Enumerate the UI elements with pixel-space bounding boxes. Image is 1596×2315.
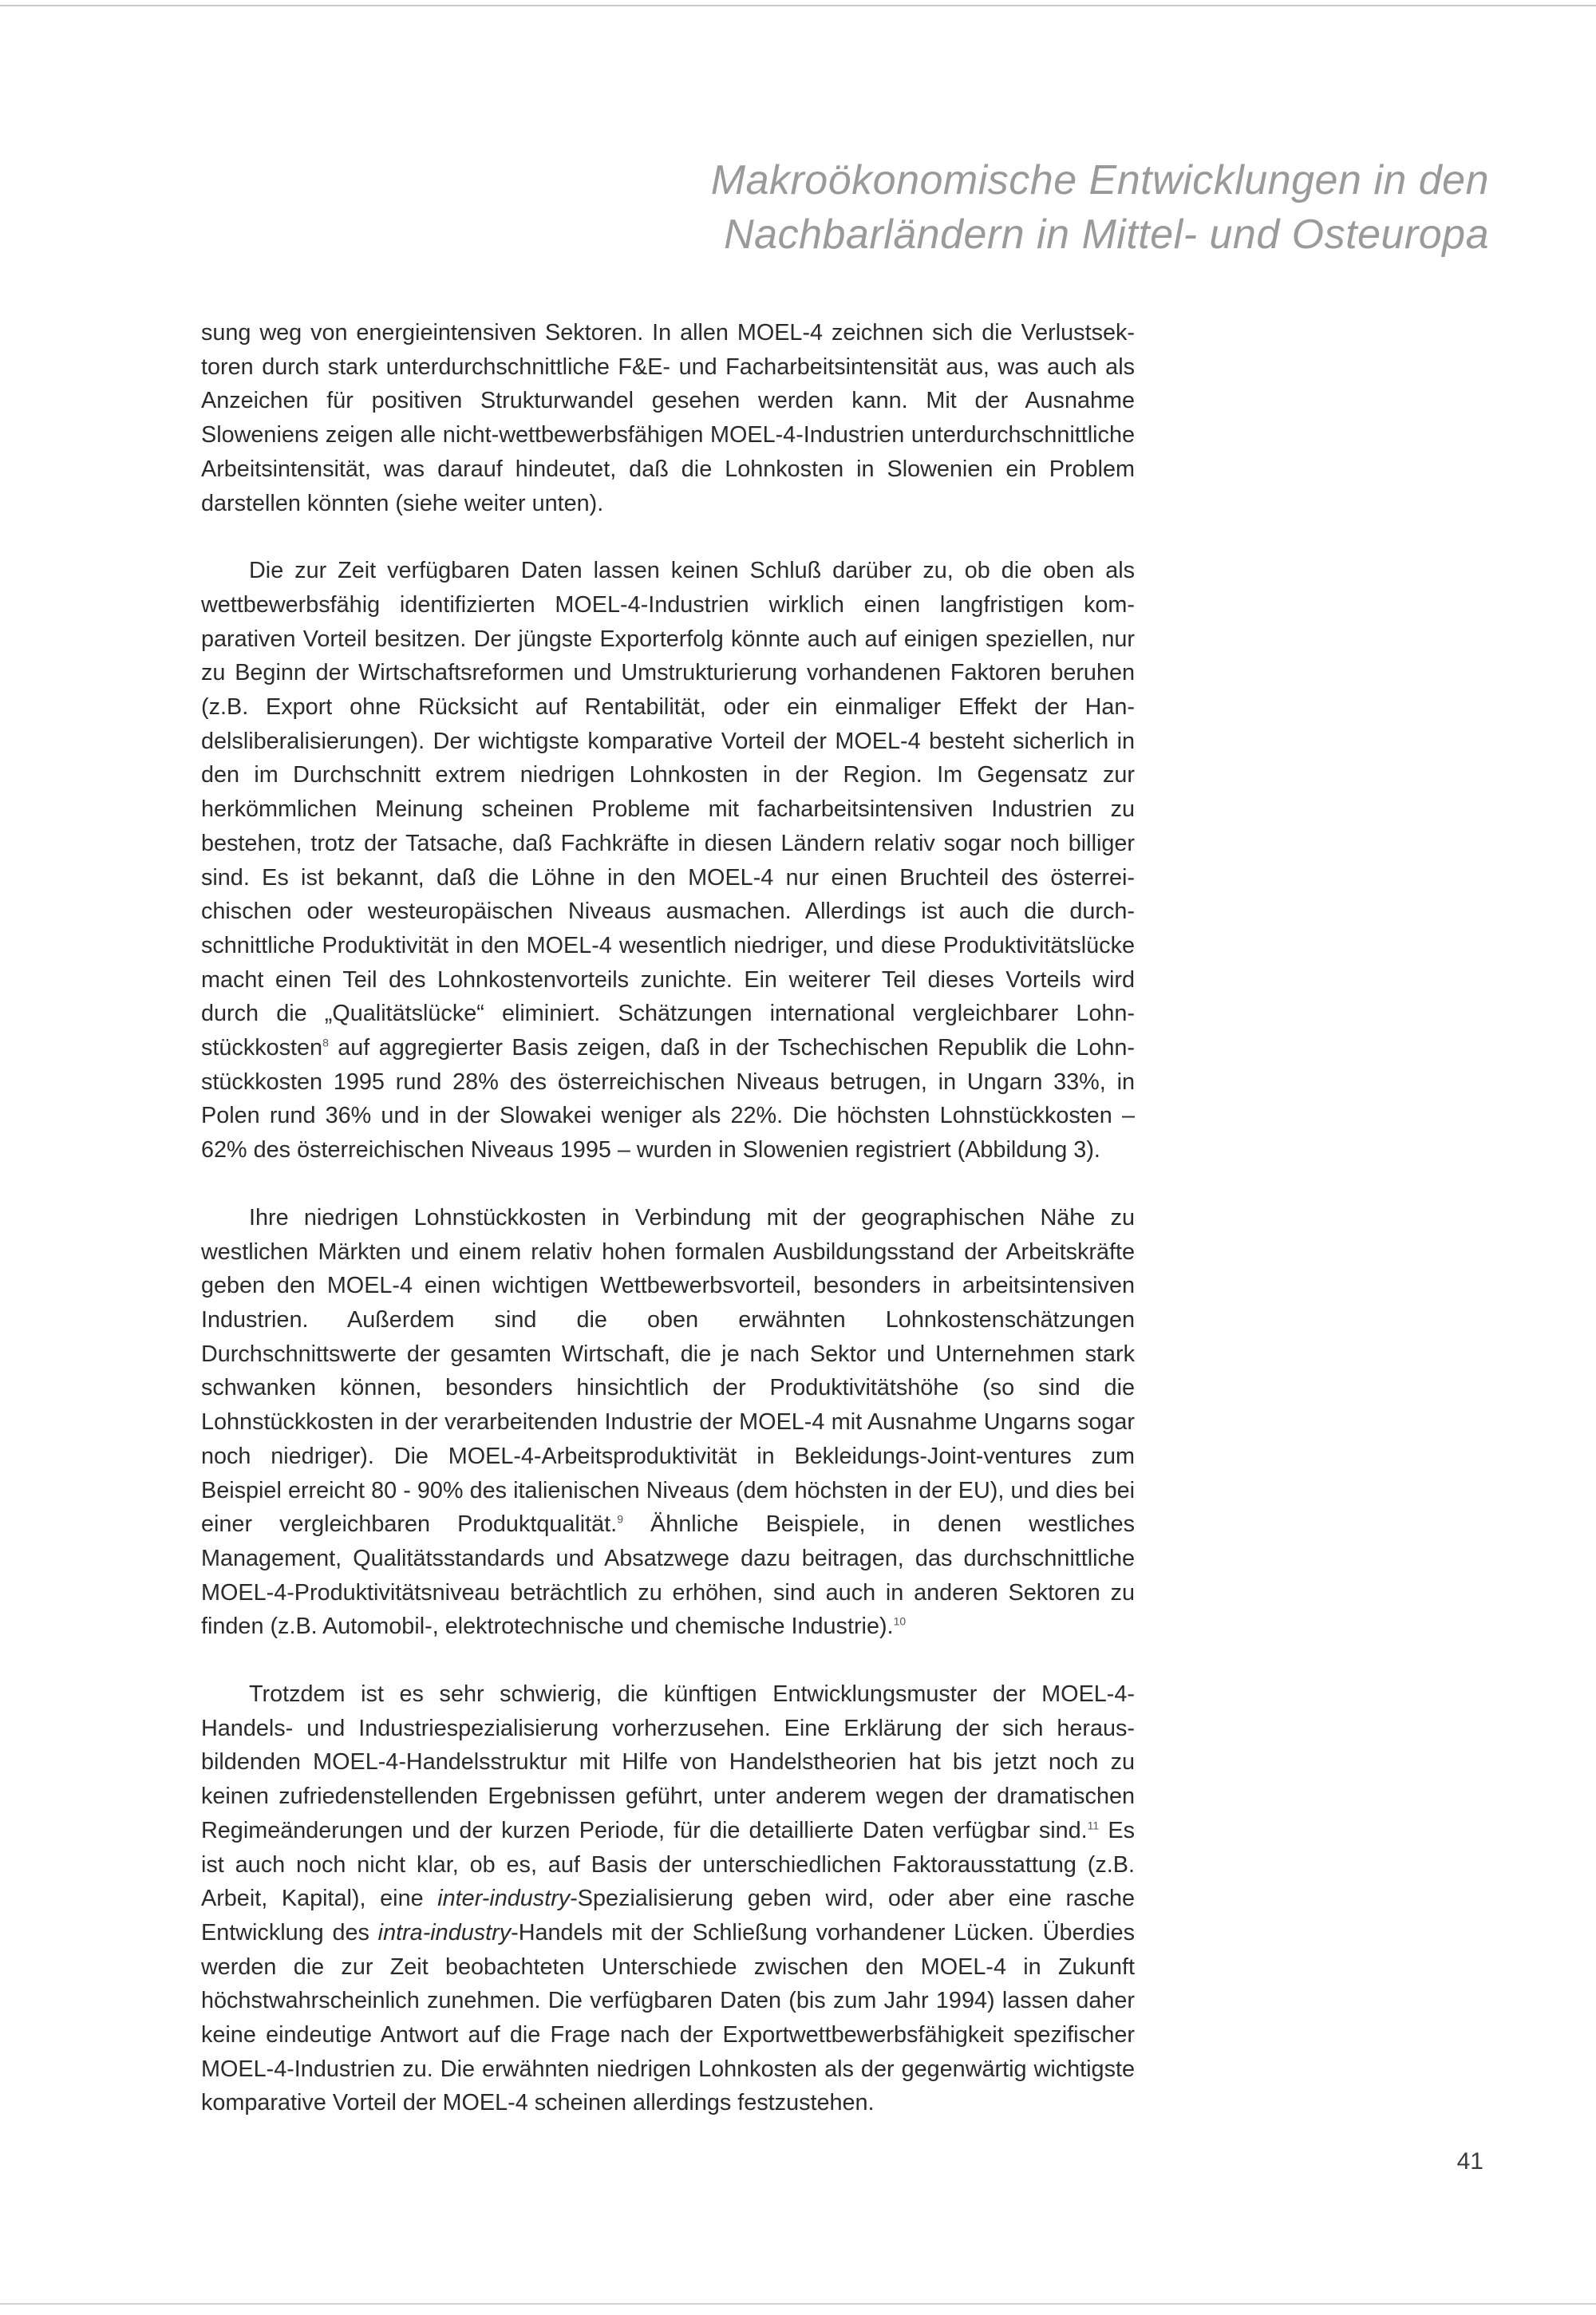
paragraph-4-text-d: -Handels mit der Schließung vorhandener Lücken. Überdies werden die zur Zeit beobachteten Unterschiede zwischen den MOEL-4 in Zukunft höchstwahrscheinlich zunehmen. Die verfügbaren Daten (bis zum Jahr 1994) lassen daher keine eindeutige Antwort auf die Frage nach der Exportwettbewerbsfähigkeit spezifischer MOEL-4-Industrien zu. Die erwähnten niedrigen Lohnkosten als der gegenwärtig wichtigste komparative Vorteil der MOEL-4 scheinen allerdings festzustehen.: [201, 1919, 1135, 2116]
top-scan-rule: [0, 5, 1596, 6]
paragraph-2: [201, 554, 1135, 1167]
paragraph-4-text-a: Trotzdem ist es sehr schwierig, die künftigen Entwicklungsmuster der MOEL-4-Handels- und Industriespezialisierung vorherzusehen. Eine Erklärung der sich herausbildenden MOEL-4-Handelsstruktur mit Hilfe von Handelstheorien hat bis jetzt noch zu keinen zufriedenstellenden Ergebnissen geführt, unter anderem wegen der dramatischen Regimeänderungen und der kurzen Periode, für die detaillierte Daten verfügbar sind.: [201, 1681, 1135, 1843]
bottom-scan-rule: [0, 2303, 1596, 2305]
footnote-ref-11[interactable]: 11: [1087, 1819, 1100, 1832]
paragraph-1: [201, 316, 1135, 520]
paragraph-3-text-b: Ähnliche Beispiele, in denen westliches Management, Qualitätsstandards und Absatzwege dazu beitragen, das durchschnittliche MOEL-4-Produktivitätsniveau beträchtlich zu erhöhen, sind auch in anderen Sektoren zu finden (z.B. Automobil-, elektrotechnische und chemische Industrie).: [201, 1511, 1135, 1640]
footnote-ref-8[interactable]: 8: [322, 1036, 329, 1049]
paragraph-1-text: sung weg von energieintensiven Sektoren. In allen MOEL-4 zeichnen sich die Verlustsektoren durch stark unterdurchschnittliche F&E- und Facharbeitsintensität aus, was auch als Anzeichen für positiven Strukturwandel gesehen werden kann. Mit der Ausnahme Sloweniens zeigen alle nicht-wettbewerbsfähigen MOEL-4-Industrien unterdurchschnittliche Arbeitsintensität, was darauf hindeutet, daß die Lohnkosten in Slowenien ein Problem darstellen könnten (siehe weiter unten).: [201, 320, 1135, 516]
paragraph-4-text-c: -Spezialisierung geben wird, oder aber eine rasche Entwicklung des: [201, 1886, 1135, 1946]
paragraph-2-text-b: auf aggregierter Basis zeigen, daß in der Tschechischen Republik die Lohnstückkosten 1995 rund 28% des österreichischen Niveaus betrugen, in Ungarn 33%, in Polen rund 36% und in der Slowakei weniger als 22%. Die höchsten Lohnstückkosten – 62% des österreichischen Niveaus 1995 – wurden in Slowenien registriert (Abbildung 3).: [201, 1035, 1135, 1163]
term-intra-industry: intra-industry: [377, 1919, 512, 1946]
paragraph-4: [201, 1677, 1135, 2120]
page-number: 41: [1456, 2148, 1483, 2175]
term-inter-industry: inter-industry: [437, 1886, 571, 1912]
paragraph-4-text-b: Es ist auch noch nicht klar, ob es, auf Basis der unterschiedlichen Faktorausstattung (z.B. Arbeit, Kapital), eine: [201, 1817, 1135, 1912]
paragraph-2-text-a: Die zur Zeit verfügbaren Daten lassen keinen Schluß darüber zu, ob die oben als wettbewerbsfähig identifizierten MOEL-4-Industrien wirklich einen langfristigen komparativen Vorteil besitzen. Der jüngste Exporterfolg könnte auch auf einigen speziellen, nur zu Beginn der Wirtschaftsreformen und Umstrukturierung vorhandenen Faktoren beruhen (z.B. Export ohne Rücksicht auf Rentabilität, oder ein einmaliger Effekt der Handelsliberalisierungen). Der wichtigste komparative Vorteil der MOEL-4 besteht sicherlich in den im Durchschnitt extrem niedrigen Lohnkosten in der Region. Im Gegensatz zur herkömmlichen Meinung scheinen Probleme mit facharbeitsintensiven Industrien zu bestehen, trotz der Tatsache, daß Fachkräfte in diesen Ländern relativ sogar noch billiger sind. Es ist bekannt, daß die Löhne in den MOEL-4 nur einen Bruchteil des österreichischen oder westeuropäischen Niveaus ausmachen. Allerdings ist auch die durchschnittliche Produktivität in den MOEL-4 wesentlich niedriger, und diese Produktivitätslücke macht einen Teil des Lohnkostenvorteils zunichte. Ein weiterer Teil dieses Vorteils wird durch die „Qualitätslücke“ eliminiert. Schätzungen international vergleichbarer Lohnstückkosten: [201, 558, 1135, 1061]
footnote-ref-9[interactable]: 9: [617, 1512, 623, 1526]
paragraph-3: [201, 1201, 1135, 1644]
paragraph-3-text-a: Ihre niedrigen Lohnstückkosten in Verbindung mit der geographischen Nähe zu westlichen Märkten und einem relativ hohen formalen Ausbildungsstand der Arbeitskräfte geben den MOEL-4 einen wichtigen Wettbewerbsvorteil, besonders in arbeitsintensiven Industrien. Außerdem sind die oben erwähnten Lohnkostenschätzungen Durchschnittswerte der gesamten Wirtschaft, die je nach Sektor und Unternehmen stark schwanken können, besonders hinsichtlich der Produktivitätshöhe (so sind die Lohnstückkosten in der verarbeitenden Industrie der MOEL-4 mit Ausnahme Ungarns sogar noch niedriger). Die MOEL-4-Arbeitsproduktivität in Bekleidungs-Joint-ventures zum Beispiel erreicht 80 - 90% des italienischen Niveaus (dem höchsten in der EU), und dies bei einer vergleichbaren Produktqualität.: [201, 1204, 1135, 1538]
body-text: [201, 316, 1135, 2120]
running-head-line-1: Makroökonomische Entwicklungen in den: [710, 157, 1489, 203]
running-head-line-2: Nachbarländern in Mittel- und Osteuropa: [724, 211, 1489, 258]
running-head: [531, 153, 1489, 262]
footnote-ref-10[interactable]: 10: [893, 1614, 907, 1628]
